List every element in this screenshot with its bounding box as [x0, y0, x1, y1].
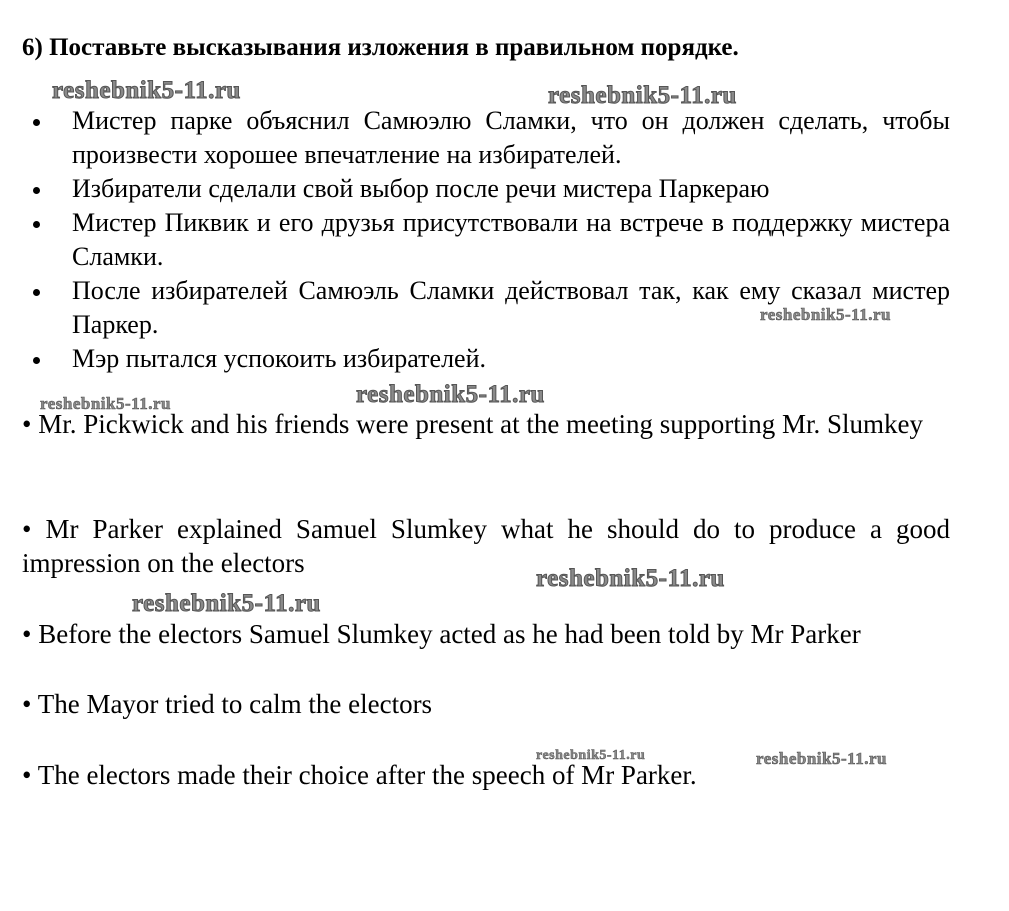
watermark: reshebnik5-11.ru — [132, 590, 321, 617]
russian-statement: Избиратели сделали свой выбор после речи мистера Паркераю — [22, 172, 950, 206]
watermark: reshebnik5-11.ru — [536, 748, 646, 763]
watermark: reshebnik5-11.ru — [356, 381, 545, 408]
bullet-icon — [33, 289, 40, 296]
bullet-icon — [33, 357, 40, 364]
russian-statement: После избирателей Самюэль Сламки действовал так, как ему сказал мистер Паркер. — [22, 274, 950, 342]
watermark: reshebnik5-11.ru — [548, 82, 737, 109]
english-statement: • The Mayor tried to calm the electors — [22, 689, 433, 719]
russian-statement: Мэр пытался успокоить избирателей. — [22, 342, 950, 376]
english-statement: • Before the electors Samuel Slumkey acted as he had been told by Mr Parker — [22, 619, 861, 649]
task-title: 6) Поставьте высказывания изложения в правильном порядке. — [22, 34, 739, 61]
watermark: reshebnik5-11.ru — [52, 77, 241, 104]
english-statement: • Mr. Pickwick and his friends were present at the meeting supporting Mr. Slumkey — [22, 409, 924, 439]
english-statement: • The electors made their choice after the speech of Mr Parker. — [22, 760, 697, 790]
english-statement: • Mr Parker explained Samuel Slumkey what he should do to produce a good impression on the electors — [22, 514, 950, 578]
bullet-icon — [33, 221, 40, 228]
watermark: reshebnik5-11.ru — [756, 749, 887, 768]
watermark: reshebnik5-11.ru — [760, 305, 891, 324]
bullet-icon — [33, 187, 40, 194]
watermark: reshebnik5-11.ru — [40, 394, 171, 413]
watermark: reshebnik5-11.ru — [536, 565, 725, 592]
russian-statements-list — [22, 104, 950, 376]
bullet-icon — [33, 119, 40, 126]
russian-statement: Мистер парке объяснил Самюэлю Сламки, что он должен сделать, чтобы произвести хорошее впечатление на избирателей. — [22, 104, 950, 172]
russian-statement: Мистер Пиквик и его друзья присутствовали на встрече в поддержку мистера Сламки. — [22, 206, 950, 274]
